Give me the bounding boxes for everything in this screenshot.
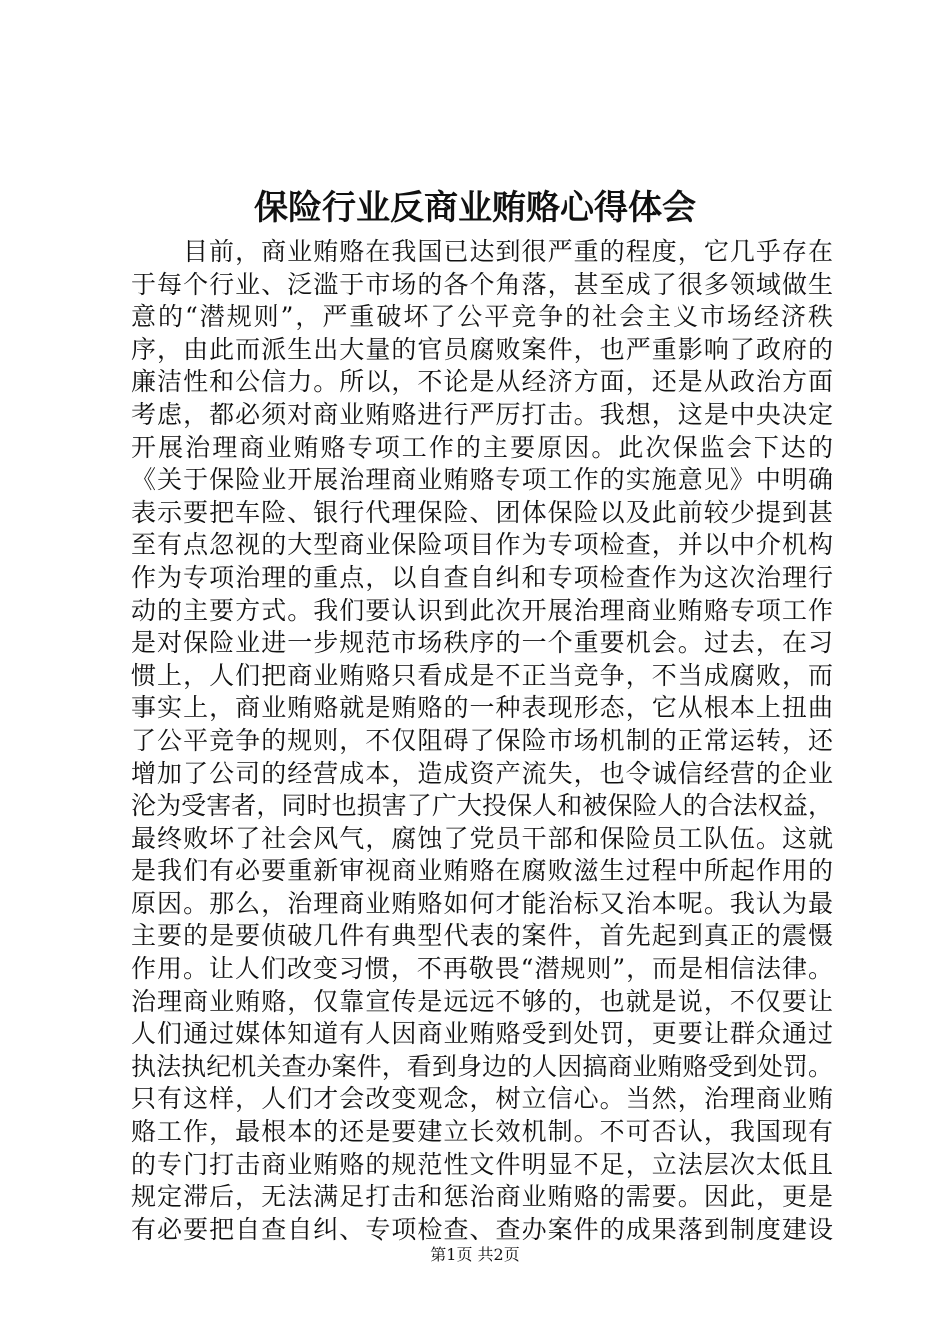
body-line: 是对保险业进一步规范市场秩序的一个重要机会。过去，在习 (131, 628, 833, 658)
body-line: 最终败坏了社会风气，腐蚀了党员干部和保险员工队伍。这就 (131, 823, 833, 853)
body-line: 廉洁性和公信力。所以，不论是从经济方面，还是从政治方面 (131, 367, 833, 397)
document-body (131, 236, 833, 1246)
body-line: 目前，商业贿赂在我国已达到很严重的程度，它几乎存在 (183, 237, 833, 266)
body-line: 只有这样，人们才会改变观念，树立信心。当然，治理商业贿 (131, 1084, 833, 1114)
body-line: 动的主要方式。我们要认识到此次开展治理商业贿赂专项工作 (131, 595, 833, 625)
body-line: 执法执纪机关查办案件，看到身边的人因搞商业贿赂受到处罚。 (131, 1051, 833, 1081)
body-line: 开展治理商业贿赂专项工作的主要原因。此次保监会下达的 (131, 432, 833, 462)
body-line: 了公平竞争的规则，不仅阻碍了保险市场机制的正常运转，还 (131, 725, 833, 755)
body-line: 规定滞后，无法满足打击和惩治商业贿赂的需要。因此，更是 (131, 1182, 833, 1212)
body-line: 序，由此而派生出大量的官员腐败案件，也严重影响了政府的 (131, 334, 833, 364)
body-line: 有必要把自查自纠、专项检查、查办案件的成果落到制度建设 (131, 1214, 833, 1244)
body-line: 是我们有必要重新审视商业贿赂在腐败滋生过程中所起作用的 (131, 856, 833, 886)
body-line: 增加了公司的经营成本，造成资产流失，也令诚信经营的企业 (131, 758, 833, 788)
body-line: 考虑，都必须对商业贿赂进行严厉打击。我想，这是中央决定 (131, 399, 833, 429)
body-line: 作为专项治理的重点，以自查自纠和专项检查作为这次治理行 (131, 562, 833, 592)
body-line: 至有点忽视的大型商业保险项目作为专项检查，并以中介机构 (131, 530, 833, 560)
body-line: 惯上，人们把商业贿赂只看成是不正当竞争，不当成腐败，而 (131, 660, 833, 690)
body-line: 表示要把车险、银行代理保险、团体保险以及此前较少提到甚 (131, 497, 833, 527)
body-line: 《关于保险业开展治理商业贿赂专项工作的实施意见》中明确 (131, 465, 833, 495)
body-line: 沦为受害者，同时也损害了广大投保人和被保险人的合法权益， (131, 791, 833, 821)
body-line: 人们通过媒体知道有人因商业贿赂受到处罚，更要让群众通过 (131, 1019, 833, 1049)
body-line: 治理商业贿赂，仅靠宣传是远远不够的，也就是说，不仅要让 (131, 986, 833, 1016)
body-line: 事实上，商业贿赂就是贿赂的一种表现形态，它从根本上扭曲 (131, 693, 833, 723)
document-title: 保险行业反商业贿赂心得体会 (254, 188, 696, 228)
body-line: 主要的是要侦破几件有典型代表的案件，首先起到真正的震慑 (131, 921, 833, 951)
page-number-footer: 第1页 共2页 (430, 1245, 520, 1264)
body-line: 的专门打击商业贿赂的规范性文件明显不足，立法层次太低且 (131, 1149, 833, 1179)
body-line: 于每个行业、泛滥于市场的各个角落，甚至成了很多领域做生 (131, 269, 833, 299)
body-line: 赂工作，最根本的还是要建立长效机制。不可否认，我国现有 (131, 1117, 833, 1147)
body-line: 原因。那么，治理商业贿赂如何才能治标又治本呢。我认为最 (131, 888, 833, 918)
body-line: 作用。让人们改变习惯，不再敬畏“潜规则”，而是相信法律。 (131, 954, 833, 984)
body-line: 意的“潜规则”，严重破坏了公平竞争的社会主义市场经济秩 (131, 302, 833, 332)
